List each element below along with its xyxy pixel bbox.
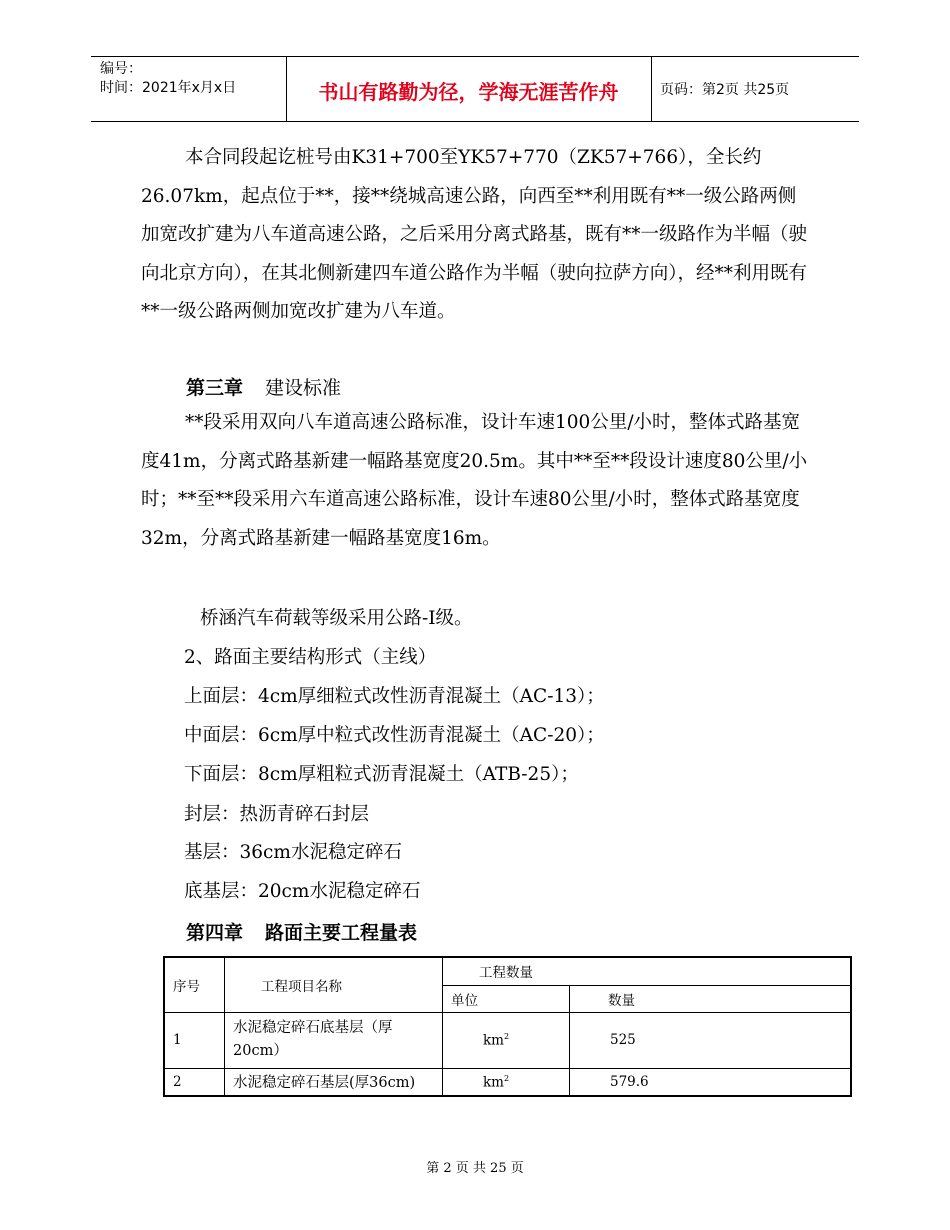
chapter-4-title: 路面主要工程量表: [265, 922, 418, 944]
row-2-unit-sup: 2: [503, 1073, 510, 1083]
table-header-qty: 数量: [570, 985, 852, 1012]
chapter-3-title: 建设标准: [265, 377, 342, 399]
quantity-table: [163, 956, 852, 1097]
header-page-label: 页码：第2页 共25页: [660, 82, 790, 98]
chapter-4-number: 第四章: [186, 922, 244, 944]
paragraph-design-standard: **段采用双向八车道高速公路标准，设计车速100公里/小时，整体式路基宽度41m，分离式路基新建一幅路基宽度20.5m。其中**至**段设计速度80公里/小时；**至**段采用六车道高速公路标准，设计车速80公里/小时，整体式路基宽度32m，分离式路基新建一幅路基宽度16m。: [141, 412, 808, 549]
table-row: [164, 1068, 851, 1096]
layer-base: 基层：36cm水泥稳定碎石: [184, 842, 402, 863]
row-2-name: 水泥稳定碎石基层(厚36cm): [225, 1068, 443, 1096]
layer-upper: 上面层：4cm厚细粒式改性沥青混凝土（AC-13）；: [184, 686, 605, 707]
header-number-label: 编号：: [100, 61, 142, 77]
table-header-name: 工程项目名称: [225, 957, 443, 1012]
page-footer: 第 2 页 共 25 页: [426, 1161, 524, 1176]
table-header-seq: 序号: [164, 957, 225, 1012]
chapter-3-number: 第三章: [186, 377, 244, 399]
row-1-seq: 1: [164, 1012, 225, 1068]
layer-subbase: 底基层：20cm水泥稳定碎石: [184, 881, 421, 902]
header-divider-right: [651, 56, 652, 122]
table-header-qty-group: 工程数量: [443, 957, 852, 985]
row-1-unit-text: km: [483, 1032, 504, 1049]
row-1-unit-sup: 2: [503, 1031, 510, 1041]
row-2-unit-text: km: [483, 1074, 504, 1090]
table-row: [164, 1012, 851, 1068]
pavement-structure-title: 2、路面主要结构形式（主线）: [184, 647, 437, 668]
row-1-name: 水泥稳定碎石底基层（厚20cm）: [225, 1012, 443, 1068]
header-bottom-rule: [91, 121, 859, 122]
header-motto: 书山有路勤为径，学海无涯苦作舟: [318, 80, 619, 104]
chapter-4-heading: [186, 918, 417, 945]
layer-middle: 中面层：6cm厚中粒式改性沥青混凝土（AC-20）；: [184, 725, 605, 746]
layer-lower: 下面层：8cm厚粗粒式沥青混凝土（ATB-25）；: [184, 764, 579, 785]
row-2-qty: 579.6: [570, 1068, 852, 1096]
header-top-rule: [91, 56, 859, 57]
row-2-unit: [443, 1068, 570, 1096]
header-time-label: 时间：2021年x月x日: [100, 80, 237, 96]
chapter-3-heading: [186, 373, 341, 400]
row-1-unit: [443, 1012, 570, 1068]
paragraph-section-range: 本合同段起讫桩号由K31+700至YK57+770（ZK57+766），全长约26.07km，起点位于**，接**绕城高速公路，向西至**利用既有**一级公路两侧加宽改扩建为八车道高速公路，之后采用分离式路基，既有**一级路作为半幅（驶向北京方向），在其北侧新建四车道公路作为半幅（驶向拉萨方向），经**利用既有**一级公路两侧加宽改扩建为八车道。: [141, 147, 808, 322]
header-meta: [100, 60, 236, 98]
table-header-unit: 单位: [443, 985, 570, 1012]
layer-seal: 封层：热沥青碎石封层: [184, 804, 370, 825]
row-2-seq: 2: [164, 1068, 225, 1096]
row-1-qty: 525: [570, 1012, 852, 1068]
bridge-load-text: 桥涵汽车荷载等级采用公路-I级。: [200, 608, 473, 629]
